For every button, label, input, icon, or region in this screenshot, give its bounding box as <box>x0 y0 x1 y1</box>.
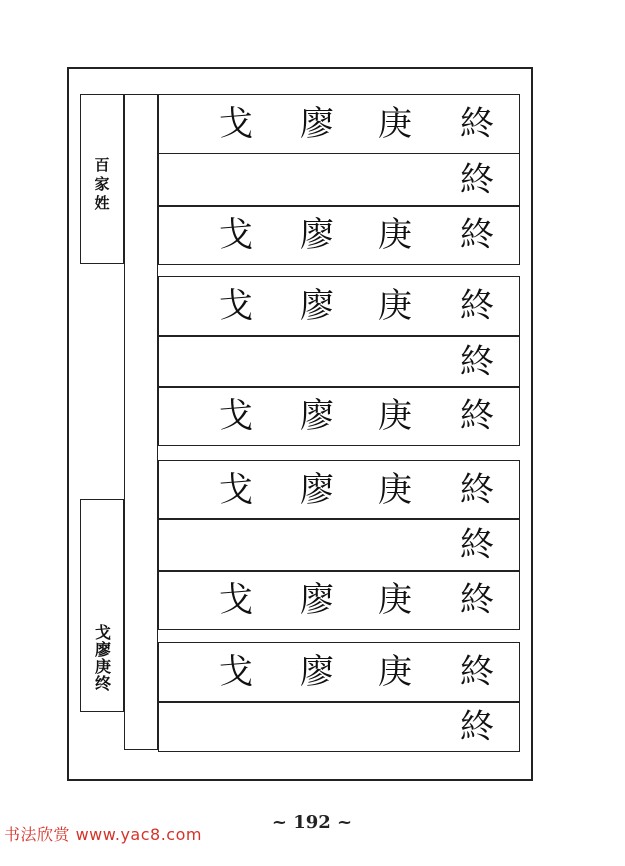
calligraphy-glyph: 庚 <box>378 652 412 692</box>
calligraphy-glyph: 戈 <box>219 104 253 144</box>
calligraphy-glyph: 終 <box>460 286 494 326</box>
side-caption-box <box>80 499 124 712</box>
calligraphy-glyph: 終 <box>460 215 494 255</box>
watermark-text: 书法欣赏 www.yac8.com <box>4 825 202 844</box>
calligraphy-glyph: 終 <box>460 396 494 436</box>
calligraphy-glyph: 戈 <box>219 652 253 692</box>
calligraphy-glyph: 戈 <box>219 215 253 255</box>
calligraphy-glyph: 廖 <box>300 104 334 144</box>
spine-column <box>124 94 158 750</box>
calligraphy-glyph: 戈 <box>219 470 253 510</box>
calligraphy-glyph: 庚 <box>378 215 412 255</box>
calligraphy-glyph: 戈 <box>219 286 253 326</box>
calligraphy-glyph: 戈 <box>219 580 253 620</box>
calligraphy-glyph: 庚 <box>378 104 412 144</box>
calligraphy-glyph: 終 <box>460 580 494 620</box>
calligraphy-glyph: 庚 <box>378 286 412 326</box>
calligraphy-glyph: 庚 <box>378 580 412 620</box>
calligraphy-glyph: 戈 <box>219 396 253 436</box>
side-caption-text: 戈廖庚终 <box>92 624 112 692</box>
page-number: ~ 192 ~ <box>271 812 353 833</box>
calligraphy-glyph: 庚 <box>378 396 412 436</box>
calligraphy-glyph: 廖 <box>300 286 334 326</box>
side-title-text: 百家姓 <box>92 156 111 214</box>
calligraphy-glyph: 廖 <box>300 396 334 436</box>
calligraphy-glyph: 終 <box>460 707 494 747</box>
calligraphy-glyph: 終 <box>460 342 494 382</box>
calligraphy-glyph: 庚 <box>378 470 412 510</box>
calligraphy-glyph: 終 <box>460 104 494 144</box>
calligraphy-glyph: 廖 <box>300 652 334 692</box>
side-title-box <box>80 94 124 264</box>
calligraphy-glyph: 廖 <box>300 580 334 620</box>
calligraphy-glyph: 終 <box>460 525 494 565</box>
calligraphy-glyph: 終 <box>460 160 494 200</box>
calligraphy-glyph: 廖 <box>300 470 334 510</box>
calligraphy-glyph: 終 <box>460 652 494 692</box>
calligraphy-glyph: 廖 <box>300 215 334 255</box>
calligraphy-glyph: 終 <box>460 470 494 510</box>
